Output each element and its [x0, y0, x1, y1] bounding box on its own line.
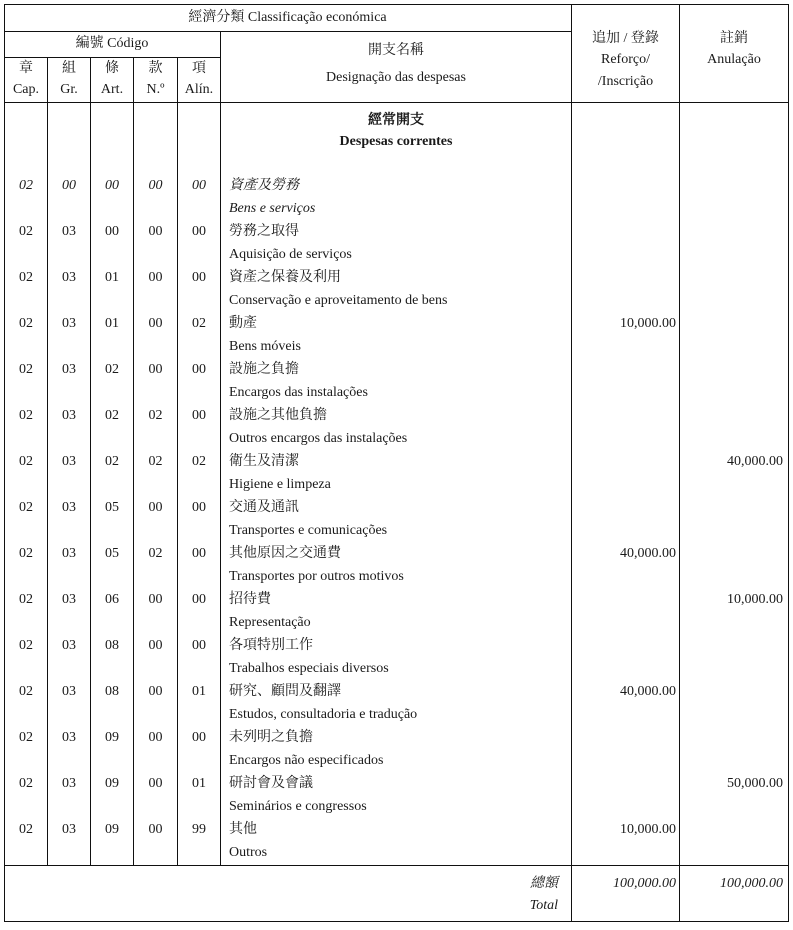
code-cap: 02: [19, 500, 33, 515]
designation-zh: 交通及通訊: [229, 500, 299, 515]
col-cap-zh: 章: [19, 61, 33, 76]
designation-zh: 勞務之取得: [229, 224, 299, 239]
code-no: 00: [148, 638, 163, 653]
code-art: 00: [105, 224, 119, 239]
code-art: 09: [105, 776, 119, 791]
code-no: 00: [148, 684, 163, 699]
header-reforco-zh: 追加 / 登錄: [592, 31, 659, 46]
designation-pt: Transportes por outros motivos: [229, 569, 404, 584]
code-no: 02: [148, 546, 163, 561]
code-art: 05: [105, 546, 119, 561]
code-no: 00: [148, 316, 163, 331]
line-total-top: [4, 865, 789, 866]
code-cap: 02: [19, 362, 33, 377]
col-art-pt: Art.: [100, 82, 124, 97]
code-art: 05: [105, 500, 119, 515]
code-no: 00: [148, 224, 163, 239]
code-no: 02: [148, 454, 163, 469]
code-no: 00: [148, 730, 163, 745]
code-art: 00: [105, 178, 119, 193]
code-art: 02: [105, 408, 119, 423]
border-bottom: [4, 921, 789, 922]
code-no: 00: [148, 822, 163, 837]
section-title-zh: 經常開支: [368, 113, 424, 128]
code-no: 00: [148, 592, 163, 607]
vline-desc: [220, 31, 221, 865]
code-gr: 03: [62, 408, 76, 423]
code-no: 00: [148, 362, 163, 377]
amount-anulacao: 10,000.00: [727, 592, 783, 607]
designation-pt: Seminários e congressos: [229, 799, 367, 814]
code-alin: 99: [192, 822, 206, 837]
code-art: 01: [105, 270, 119, 285]
designation-pt: Transportes e comunicações: [229, 523, 388, 538]
code-cap: 02: [19, 408, 33, 423]
col-no-zh: 款: [148, 61, 163, 76]
designation-zh: 其他: [229, 822, 257, 837]
code-cap: 02: [19, 316, 33, 331]
designation-zh: 設施之其他負擔: [229, 408, 327, 423]
designation-pt: Higiene e limpeza: [229, 477, 331, 492]
code-no: 02: [148, 408, 163, 423]
code-art: 08: [105, 684, 119, 699]
code-art: 09: [105, 822, 119, 837]
code-cap: 02: [19, 776, 33, 791]
designation-zh: 動產: [229, 316, 257, 331]
code-gr: 03: [62, 592, 76, 607]
code-no: 00: [148, 500, 163, 515]
designation-pt: Representação: [229, 615, 311, 630]
code-art: 09: [105, 730, 119, 745]
code-cap: 02: [19, 454, 33, 469]
code-gr: 03: [62, 684, 76, 699]
designation-pt: Conservação e aproveitamento de bens: [229, 293, 448, 308]
code-gr: 03: [62, 270, 76, 285]
code-alin: 00: [192, 362, 206, 377]
header-reforco-pt-2: /Inscrição: [597, 74, 654, 89]
code-gr: 00: [62, 178, 76, 193]
code-alin: 01: [192, 776, 206, 791]
code-art: 02: [105, 362, 119, 377]
code-gr: 03: [62, 454, 76, 469]
code-gr: 03: [62, 316, 76, 331]
code-no: 00: [148, 270, 163, 285]
amount-anulacao: 40,000.00: [727, 454, 783, 469]
header-code: 編號 Código: [75, 36, 149, 51]
designation-zh: 各項特別工作: [229, 638, 313, 653]
header-classification: 經濟分類 Classificação económica: [188, 10, 387, 25]
code-gr: 03: [62, 776, 76, 791]
code-gr: 03: [62, 638, 76, 653]
designation-pt: Bens e serviços: [229, 201, 316, 216]
vline-reforco: [571, 4, 572, 922]
header-anulacao-pt: Anulação: [707, 52, 761, 67]
col-gr-pt: Gr.: [60, 82, 78, 97]
code-alin: 00: [192, 592, 206, 607]
designation-zh: 其他原因之交通費: [229, 546, 341, 561]
designation-zh: 設施之負擔: [229, 362, 299, 377]
designation-zh: 資產及勞務: [229, 178, 299, 193]
amount-reforco: 40,000.00: [620, 684, 676, 699]
col-alin-pt: Alín.: [184, 82, 214, 97]
code-art: 08: [105, 638, 119, 653]
col-gr-zh: 組: [62, 61, 76, 76]
designation-pt: Bens móveis: [229, 339, 301, 354]
code-art: 06: [105, 592, 119, 607]
code-cap: 02: [19, 546, 33, 561]
designation-zh: 衛生及清潔: [229, 454, 299, 469]
code-gr: 03: [62, 822, 76, 837]
total-label-pt: Total: [529, 898, 558, 913]
code-alin: 01: [192, 684, 206, 699]
code-alin: 00: [192, 500, 206, 515]
code-no: 00: [148, 178, 163, 193]
code-cap: 02: [19, 592, 33, 607]
designation-pt: Outros: [229, 845, 268, 860]
code-cap: 02: [19, 822, 33, 837]
total-label-zh: 總額: [530, 876, 558, 891]
border-right: [788, 4, 789, 922]
designation-pt: Encargos não especificados: [229, 753, 384, 768]
amount-reforco: 10,000.00: [620, 316, 676, 331]
code-alin: 00: [192, 408, 206, 423]
col-cap-pt: Cap.: [12, 82, 40, 97]
code-gr: 03: [62, 224, 76, 239]
code-gr: 03: [62, 500, 76, 515]
amount-anulacao: 50,000.00: [727, 776, 783, 791]
section-title-pt: Despesas correntes: [339, 134, 453, 149]
designation-zh: 研討會及會議: [229, 776, 313, 791]
amount-reforco: 40,000.00: [620, 546, 676, 561]
code-alin: 00: [192, 270, 206, 285]
code-no: 00: [148, 776, 163, 791]
total-reforco: 100,000.00: [613, 876, 676, 891]
designation-pt: Encargos das instalações: [229, 385, 368, 400]
designation-zh: 研究、顧問及翻譯: [229, 684, 341, 699]
code-gr: 03: [62, 546, 76, 561]
code-alin: 02: [192, 316, 206, 331]
designation-zh: 資產之保養及利用: [229, 270, 341, 285]
col-art-zh: 條: [105, 61, 119, 76]
code-art: 01: [105, 316, 119, 331]
line-header-2: [4, 57, 221, 58]
code-gr: 03: [62, 362, 76, 377]
line-header-1: [4, 31, 571, 32]
header-designation-zh: 開支名稱: [368, 43, 424, 58]
code-art: 02: [105, 454, 119, 469]
amount-reforco: 10,000.00: [620, 822, 676, 837]
code-alin: 00: [192, 224, 206, 239]
code-cap: 02: [19, 178, 33, 193]
col-no-pt: N.º: [146, 82, 165, 97]
code-alin: 00: [192, 546, 206, 561]
code-cap: 02: [19, 730, 33, 745]
code-alin: 00: [192, 730, 206, 745]
code-cap: 02: [19, 638, 33, 653]
header-anulacao-zh: 註銷: [720, 31, 748, 46]
total-anulacao: 100,000.00: [720, 876, 783, 891]
header-reforco-pt-1: Reforço/: [601, 52, 650, 67]
designation-zh: 招待費: [229, 592, 271, 607]
line-header-bottom: [4, 102, 789, 103]
designation-pt: Estudos, consultadoria e tradução: [229, 707, 418, 722]
border-top: [4, 4, 789, 5]
designation-zh: 未列明之負擔: [229, 730, 313, 745]
code-alin: 00: [192, 178, 206, 193]
designation-pt: Outros encargos das instalações: [229, 431, 408, 446]
code-alin: 00: [192, 638, 206, 653]
designation-pt: Aquisição de serviços: [229, 247, 352, 262]
code-cap: 02: [19, 270, 33, 285]
code-cap: 02: [19, 224, 33, 239]
code-gr: 03: [62, 730, 76, 745]
header-designation-pt: Designação das despesas: [326, 70, 466, 85]
col-alin-zh: 項: [192, 61, 206, 76]
code-alin: 02: [192, 454, 206, 469]
code-cap: 02: [19, 684, 33, 699]
designation-pt: Trabalhos especiais diversos: [229, 661, 389, 676]
